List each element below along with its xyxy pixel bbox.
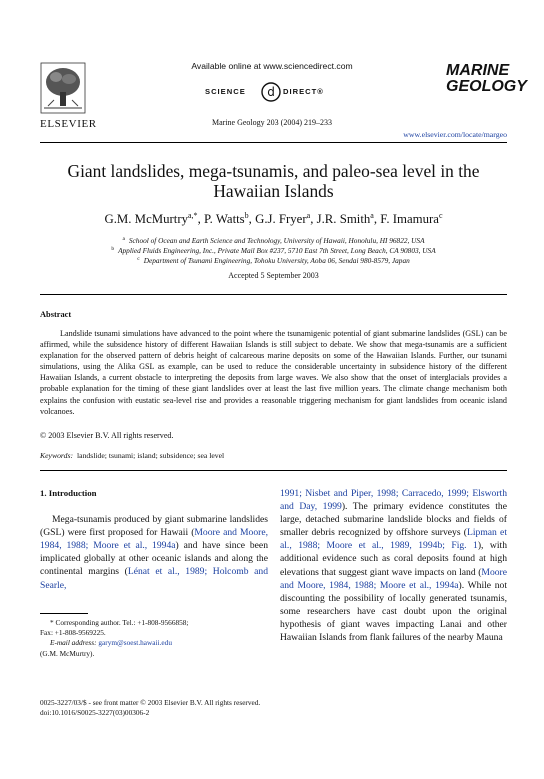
abstract-text: Landslide tsunami simulations have advanced to the point where the tsunamigenic potential of giant submarine landslides (GSL) can be affirmed, while the subsidence history of different Hawaiian Islands is still subject to debate. We show that mega-tsunamis are a sufficient explanation for the observed pattern of debris height of calcareous marine deposits on some of the Hawaiian Islands. Further, our tsunami simulations, using the Alika GSL as example, can be used to reduce the considerable uncertainty in subsidence history of the different Hawaiian Islands, a current obstacle to interpreting the deposits from large waves. We also show that the onset of interglacials provides a probable explanation for the timing of these giant landslides over at least the last five million years. The climate change mechanism both explains the confusion with eustatic sea-level rise and provides a reasonable triggering mechanism for giant landslides from oceanic island volcanoes. — [40, 329, 507, 416]
citation-link[interactable]: Lénat et al., 1989; Holcomb and Searle, — [40, 566, 268, 591]
article-title: Giant landslides, mega-tsunamis, and paleo-sea level in the Hawaiian Islands — [67, 161, 480, 201]
sciencedirect-logo-right: DIRECT® — [283, 87, 324, 96]
citation-link[interactable]: Moore and Moore, 1984, 1988; Moore et al., 1994a — [280, 566, 507, 591]
abstract-heading: Abstract — [40, 310, 72, 319]
affiliation-c — [40, 256, 507, 265]
abstract-copyright: © 2003 Elsevier B.V. All rights reserved. — [40, 431, 174, 440]
author-name: G.M. McMurtry — [104, 212, 188, 226]
header-divider — [40, 142, 507, 143]
corresponding-author-footnote — [40, 618, 270, 659]
body-text: Mega-tsunamis produced by giant submarine landslides (GSL) were first proposed for Hawaii ( — [40, 514, 268, 539]
author-affil-marker: a — [370, 211, 374, 220]
body-text: ), with additional evidence such as coral deposits found at high elevations that suggest giant wave impacts on land ( — [280, 540, 507, 578]
author-affil-marker: c — [438, 211, 443, 220]
author-name: F. Imamura — [380, 212, 439, 226]
section-heading: 1. Introduction — [40, 488, 97, 498]
body-text: ) and have since been implicated globally at other oceanic islands and along the continental margins ( — [40, 540, 268, 578]
citation-link[interactable]: 1991; Nisbet and Piper, 1998; Carracedo, 1999; Elsworth and Day, 1999 — [280, 488, 507, 513]
marine-geology-logo — [446, 62, 527, 109]
right-column — [280, 487, 507, 644]
body-text: ). The primary evidence constitutes the large, detached submarine landslide blocks and fields of smaller debris recognized by offshore surveys ( — [280, 501, 507, 539]
affiliation-text: Department of Tsunami Engineering, Tohoku University, Aoba 06, Sendai 980-8579, Japan — [143, 256, 410, 265]
keywords-list: landslide; tsunami; island; subsidence; sea level — [77, 451, 225, 460]
footnote-divider — [40, 613, 88, 614]
accepted-date: Accepted 5 September 2003 — [228, 271, 319, 280]
intro-paragraph-continued — [280, 487, 507, 644]
footnote-email-line — [40, 638, 270, 648]
elsevier-wordmark: ELSEVIER — [40, 118, 97, 130]
abstract-divider — [40, 470, 507, 471]
author-list: G.M. McMurtry$^{a,*}$, P. Watts$^b$, G.J. Fryer$^a$, J.R. Smith$^a$, F. Imamura$^c$ — [104, 211, 443, 226]
affiliation-text: School of Ocean and Earth Science and Technology, University of Hawaii, Honolulu, HI 96822, USA — [128, 236, 425, 245]
body-text: ). While not discounting the possibility of locally generated tsunamis, some researchers have cast doubt upon the original hypothesis of giant waves impacting Lanai and other Hawaiian Islands from flank failures of the nearby Mauna — [280, 579, 507, 644]
affiliation-b — [40, 246, 507, 255]
journal-logo-line1: MARINE — [446, 62, 510, 79]
journal-homepage-link[interactable]: www.elsevier.com/locate/margeo — [403, 130, 507, 139]
page-footer — [40, 698, 400, 719]
affiliation-marker: c — [137, 256, 140, 262]
abstract-body — [40, 328, 507, 417]
affiliation-marker: a — [122, 236, 125, 242]
doi-line: doi:10.1016/S0025-3227(03)00306-2 — [40, 708, 150, 718]
author-name: G.J. Fryer — [255, 212, 307, 226]
author-name: P. Watts — [203, 212, 245, 226]
elsevier-tree-icon — [40, 62, 86, 114]
title-divider — [40, 294, 507, 295]
author-name: J.R. Smith — [316, 212, 371, 226]
sciencedirect-logo — [205, 82, 345, 102]
citation-link[interactable]: Lipman et al., 1988; Moore et al., 1989, 1994b; Fig. 1 — [280, 527, 507, 552]
intro-paragraph — [40, 513, 268, 592]
footnote-line: Fax: +1-808-9569225. — [40, 628, 106, 638]
available-online-text: Available online at www.sciencedirect.com — [191, 61, 353, 71]
affiliation-a — [40, 236, 507, 245]
citation-link[interactable]: Moore and Moore, 1984, 1988; Moore et al., 1994a — [40, 527, 268, 552]
issn-line: 0025-3227/03/$ - see front matter © 2003 Elsevier B.V. All rights reserved. — [40, 698, 261, 707]
journal-reference: Marine Geology 203 (2004) 219–233 — [212, 118, 332, 127]
svg-text:d: d — [267, 85, 275, 99]
email-link[interactable]: garym@soest.hawaii.edu — [98, 638, 172, 648]
footnote-line: (G.M. McMurtry). — [40, 648, 95, 658]
author-affil-marker: b — [244, 211, 249, 220]
keywords — [40, 451, 224, 460]
sciencedirect-logo-left: SCIENCE — [205, 87, 246, 96]
author-affil-marker: a — [306, 211, 311, 220]
keywords-label: Keywords: — [40, 451, 74, 460]
left-column — [40, 487, 268, 592]
sciencedirect-at-icon — [261, 82, 281, 102]
journal-logo-line2: GEOLOGY — [446, 78, 527, 95]
author-affil-marker: a,* — [188, 211, 198, 220]
affiliation-text: Applied Fluids Engineering, Inc., Private Mail Box #237, 5710 East 7th Street, Long Beach, CA 90803, USA — [118, 246, 436, 255]
affiliation-marker: b — [111, 246, 115, 252]
footnote-line: * Corresponding author. Tel.: +1-808-9566858; — [50, 618, 189, 627]
email-label: E-mail address: — [50, 638, 97, 648]
